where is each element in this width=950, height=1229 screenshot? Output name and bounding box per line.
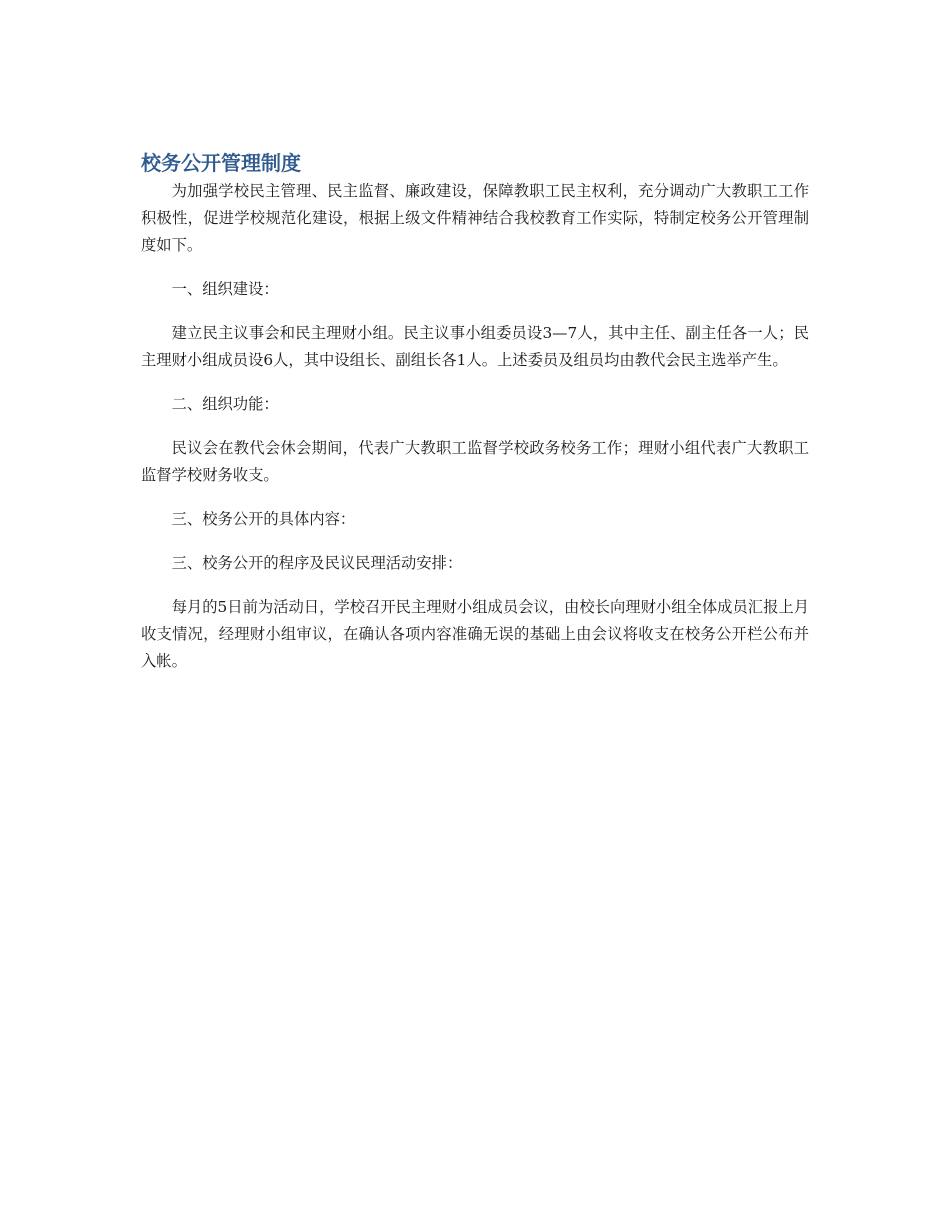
section-heading-organization: 一、组织建设： [171,280,279,298]
section-heading-content: 三、校务公开的具体内容： [171,510,356,528]
document-title: 校务公开管理制度 [141,151,301,175]
function-paragraph: 民议会在教代会休会期间，代表广大教职工监督学校政务校务工作；理财小组代表广大教职工监督学校财务收支。 [141,439,809,484]
section-heading-procedure: 三、校务公开的程序及民议民理活动安排： [171,554,463,572]
organization-paragraph: 建立民主议事会和民主理财小组。民主议事小组委员设3—7人，其中主任、副主任各一人；民主理财小组成员设6人，其中设组长、副组长各1人。上述委员及组员均由教代会民主选举产生。 [141,324,809,369]
document-page [141,148,809,692]
section-heading-function: 二、组织功能： [171,395,279,413]
procedure-paragraph: 每月的5日前为活动日，学校召开民主理财小组成员会议，由校长向理财小组全体成员汇报上月收支情况，经理财小组审议，在确认各项内容准确无误的基础上由会议将收支在校务公开栏公布并入帐。 [141,598,809,670]
intro-paragraph: 为加强学校民主管理、民主监督、廉政建设，保障教职工民主权利，充分调动广大教职工工作积极性，促进学校规范化建设，根据上级文件精神结合我校教育工作实际，特制定校务公开管理制度如下。 [141,182,809,254]
